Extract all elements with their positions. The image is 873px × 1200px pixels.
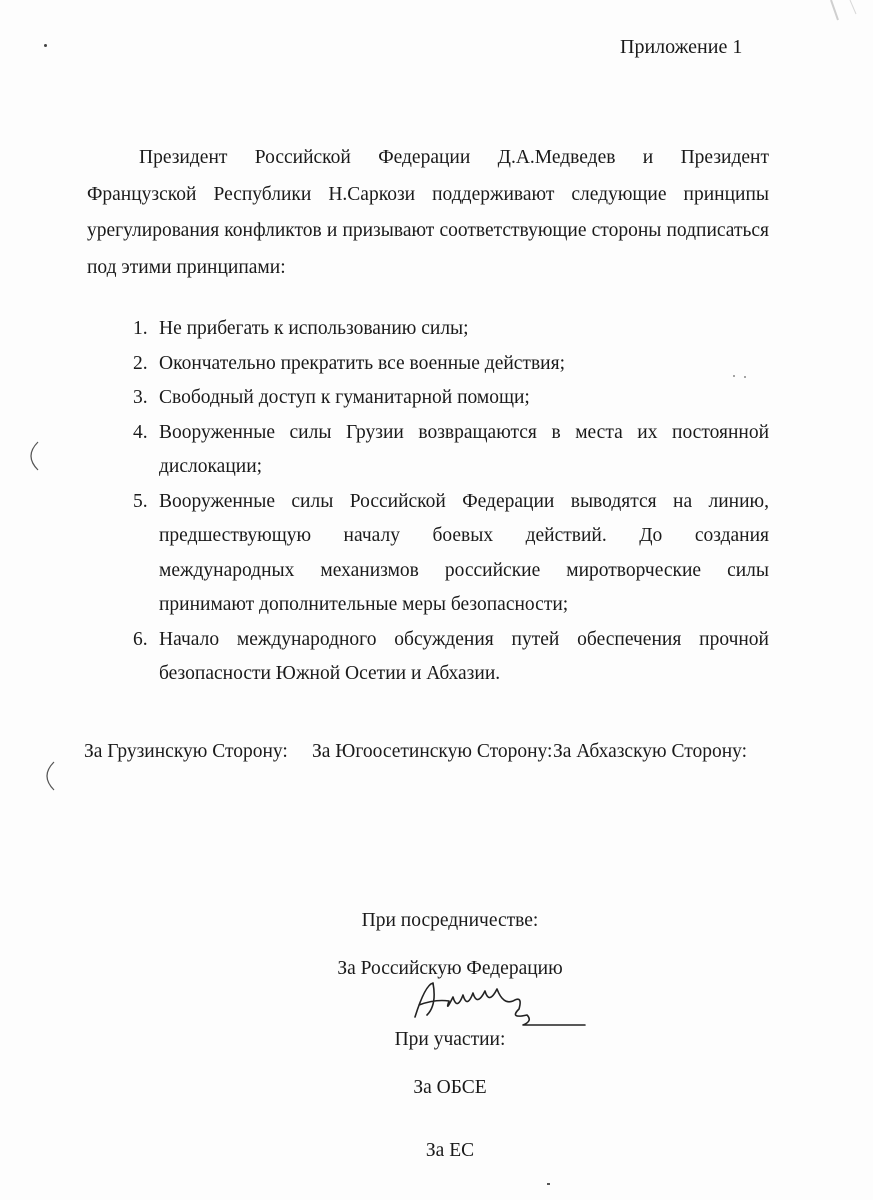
item-text: Окончательно прекратить все военные действия; [159, 352, 565, 374]
south-ossetia-party-label: За Югоосетинскую Сторону: [312, 741, 553, 762]
list-item [0, 347, 769, 382]
list-item [0, 623, 769, 692]
item-text: Не прибегать к использованию силы; [159, 318, 469, 339]
list-item [0, 416, 769, 485]
item-number: 5. [133, 490, 148, 512]
speck [547, 1183, 550, 1185]
principles-list [0, 312, 769, 692]
speck [44, 44, 47, 47]
item-text: Вооруженные силы Грузии возвращаются в места их постоянной дислокации; [159, 421, 769, 477]
annex-label: Приложение 1 [620, 36, 743, 58]
russia-signatory-label: За Российскую Федерацию [337, 958, 563, 979]
item-number: 4. [133, 421, 148, 443]
participation-label: При участии: [394, 1029, 506, 1050]
handwritten-signature [405, 975, 590, 1035]
list-item [0, 485, 769, 623]
georgia-party-label: За Грузинскую Сторону: [84, 741, 288, 762]
list-item [0, 381, 769, 416]
item-number: 1. [133, 318, 148, 339]
osce-signatory-label: За ОБСЕ [413, 1077, 487, 1098]
list-item [0, 312, 769, 347]
item-number: 3. [133, 387, 148, 408]
hole-punch-mark [36, 758, 60, 798]
eu-signatory-label: За ЕС [425, 1140, 475, 1161]
intro-paragraph: Президент Российской Федерации Д.А.Медведев и Президент Французской Республики Н.Саркози поддерживают следующие принципы урегулирования конфликтов и призывают соответствующие стороны подписаться под этими принципами: [87, 147, 769, 278]
item-text: Вооруженные силы Российской Федерации выводятся на линию, предшествующую началу боевых действий. До создания международных механизмов российские миротворческие силы принимают дополнительные меры безопасности; [159, 490, 769, 615]
item-number: 6. [133, 628, 148, 650]
abkhazia-party-label: За Абхазскую Сторону: [553, 741, 748, 762]
item-text: Начало международного обсуждения путей обеспечения прочной безопасности Южной Осетии и Абхазии. [159, 628, 769, 684]
item-number: 2. [133, 352, 148, 374]
item-text: Свободный доступ к гуманитарной помощи; [159, 387, 530, 408]
mediation-label: При посредничестве: [361, 910, 539, 931]
